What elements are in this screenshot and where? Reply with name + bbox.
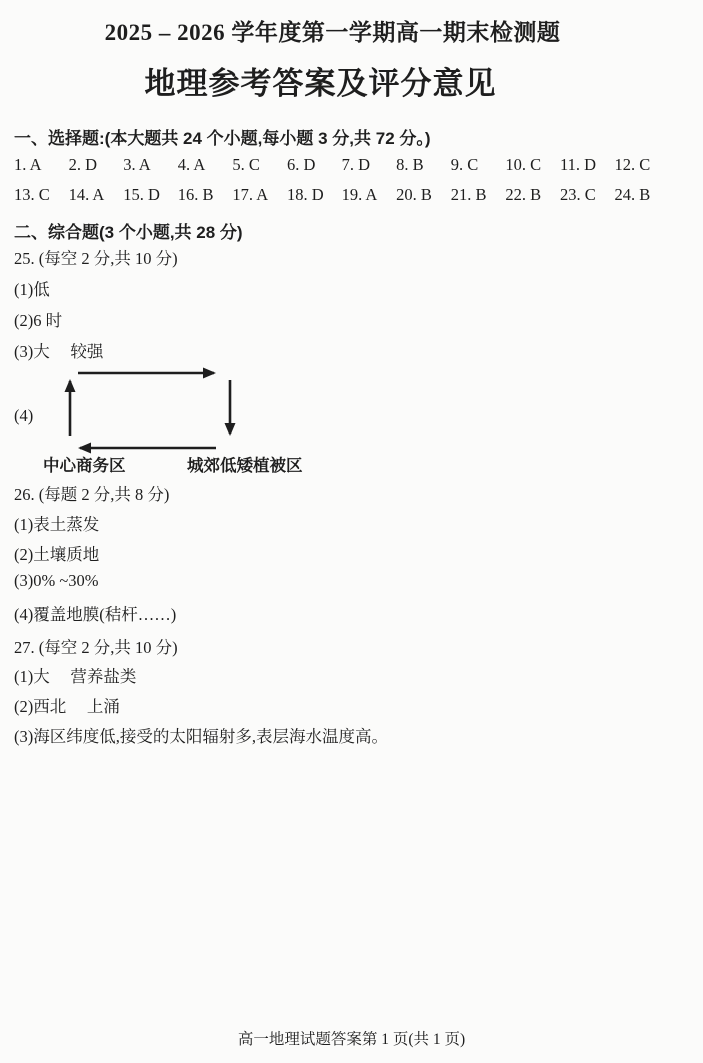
mc-answer-17: 17. A — [232, 185, 269, 204]
mc-answer-13: 13. C — [14, 185, 50, 204]
q27-answer-3: (3)海区纬度低,接受的太阳辐射多,表层海水温度高。 — [14, 727, 388, 746]
q27-answer-2: (2)西北 上涌 — [14, 697, 120, 716]
mc-answers-row-2 — [14, 185, 689, 205]
mc-answer-6: 6. D — [286, 155, 316, 174]
mc-answer-18: 18. D — [286, 185, 324, 204]
mc-answer-12: 12. C — [614, 155, 651, 174]
document-title-line2: 地理参考答案及评分意见 — [144, 66, 497, 101]
mc-answer-8: 8. B — [396, 155, 424, 174]
mc-answer-15: 15. D — [123, 185, 160, 204]
mc-answer-9: 9. C — [450, 155, 479, 174]
q25-answer-4-label: (4) — [14, 406, 34, 425]
page-footer: 高一地理试题答案第 1 页(共 1 页) — [237, 1031, 466, 1048]
mc-answers-row-1 — [14, 155, 689, 175]
q27-title: 27. (每空 2 分,共 10 分) — [14, 638, 178, 657]
section-2-comprehensive-header: 二、综合题(3 个小题,共 28 分) — [14, 223, 243, 242]
mc-answer-2: 2. D — [68, 155, 98, 174]
document-title-line1: 2025 – 2026 学年度第一学期高一期末检测题 — [104, 20, 561, 45]
mc-answer-5: 5. C — [232, 155, 260, 174]
mc-answer-1: 1. A — [14, 155, 42, 174]
mc-answer-3: 3. A — [123, 155, 151, 174]
diagram-left-label: 中心商务区 — [43, 457, 126, 475]
q26-answer-1: (1)表土蒸发 — [14, 515, 100, 534]
mc-answer-11: 11. D — [559, 155, 596, 174]
q25-answer-2: (2)6 时 — [14, 311, 63, 330]
mc-answer-19: 19. A — [341, 185, 378, 204]
q26-answer-3: (3)0% ~30% — [14, 571, 99, 590]
q26-answer-4: (4)覆盖地膜(秸杆……) — [14, 605, 177, 624]
q25-title: 25. (每空 2 分,共 10 分) — [14, 249, 178, 268]
mc-answer-24: 24. B — [614, 185, 651, 204]
diagram-right-label: 城郊低矮植被区 — [187, 457, 303, 475]
mc-answer-21: 21. B — [450, 185, 487, 204]
mc-answer-7: 7. D — [341, 155, 370, 174]
mc-answer-4: 4. A — [177, 155, 206, 174]
mc-answer-20: 20. B — [396, 185, 432, 204]
circulation-arrows — [40, 366, 250, 454]
q26-answer-2: (2)土壤质地 — [14, 545, 100, 564]
q27-answer-1: (1)大 营养盐类 — [14, 667, 137, 686]
q26-title: 26. (每题 2 分,共 8 分) — [14, 485, 170, 504]
q25-answer-4-heat-island-circulation-diagram — [14, 362, 344, 478]
mc-answer-16: 16. B — [177, 185, 214, 204]
section-1-multiple-choice-header: 一、选择题:(本大题共 24 个小题,每小题 3 分,共 72 分。) — [14, 129, 431, 148]
mc-answer-23: 23. C — [559, 185, 596, 204]
q25-answer-3: (3)大 较强 — [14, 342, 104, 361]
mc-answer-22: 22. B — [505, 185, 542, 204]
mc-answer-14: 14. A — [68, 185, 105, 204]
q25-answer-1: (1)低 — [14, 280, 50, 299]
mc-answer-10: 10. C — [505, 155, 542, 174]
